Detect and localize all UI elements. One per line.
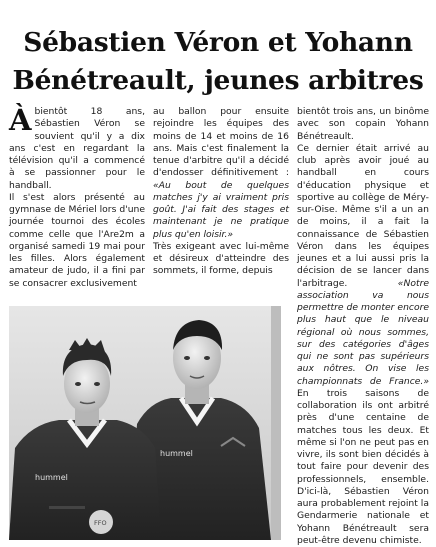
paragraph: bientôt trois ans, un binôme avec son copain Yohann Bénétreault.: [297, 106, 429, 142]
headline-line-2: Bénétreault, jeunes arbitres: [12, 64, 424, 96]
shirt-brand-label: hummel: [160, 449, 193, 458]
paragraph: Il s'est alors présenté au gymnase de Mériel lors d'une journée tournoi des écoles comme celle que l'Are2m a organisé samedi 19 mai pour les filles. Alors également amateur de judo, il a fini par se consacrer exclusivement: [9, 191, 145, 289]
badge-label: FFO: [94, 519, 107, 527]
article-column-3: [297, 106, 429, 547]
quote: «Au bout de quelques matches j'y ai vraiment pris goût. J'ai fait des stages et maintenant je ne pratique plus qu'en loisir.»: [153, 179, 289, 240]
article-headline: [0, 24, 436, 100]
paragraph-intro: Àbientôt 18 ans, Sébastien Véron se souvient qu'il y a dix ans c'est en regardant la télévision qu'il a commencé à se passionner pour le handball.: [9, 103, 145, 191]
article-column-2: [153, 106, 289, 278]
paragraph: Ce dernier était arrivé au club après avoir joué au handball en cours d'éducation physique et sportive au collège de Méry-sur-Oise. Même s'il a un an de moins, il a fait la connaissance de Sébastien Véron dans les équipes jeunes et a lui aussi pris la décision de se lancer dans l'arbitrage. «Notre association va nous permettre de monter encore plus haut que le niveau régional où nous sommes, sur des catégories d'âges qui ne sont pas supérieurs aux nôtres. On vise les championnats de France.» En trois saisons de collaboration ils ont arbitré près d'une centaine de matches tous les deux. Et même si l'on ne peut pas en vivre, ils sont bien décidés à tout faire pour devenir des professionnels, ensemble. D'ici-là, Sébastien Véron aura probablement rejoint la Gendarmerie nationale et Yohann Bénétreault sera peut-être devenu chimiste.: [297, 142, 429, 546]
headline-line-1: Sébastien Véron et Yohann: [23, 26, 413, 58]
referees-photo: [9, 306, 281, 540]
article-column-1: [9, 103, 145, 290]
photo-illustration: [9, 306, 281, 540]
drop-cap: À: [9, 103, 32, 137]
quote: «Notre association va nous permettre de monter encore plus haut que le niveau régional où nous sommes, sur des catégories d'âges qui ne sont pas supérieurs aux nôtres. On vise les championnats de France.»: [297, 277, 429, 387]
shirt-brand-label: hummel: [35, 473, 68, 482]
paragraph: au ballon pour ensuite rejoindre les équipes des moins de 14 et moins de 16 ans. Mais c'est finalement la tenue d'arbitre qu'il a décidé d'endosser définitivement : «Au bout de quelques matches j'y ai vraiment pris goût. J'ai fait des stages et maintenant je ne pratique plus qu'en loisir.»: [153, 106, 289, 240]
paragraph: Très exigeant avec lui-même et désireux d'atteindre des sommets, il forme, depuis: [153, 240, 289, 277]
